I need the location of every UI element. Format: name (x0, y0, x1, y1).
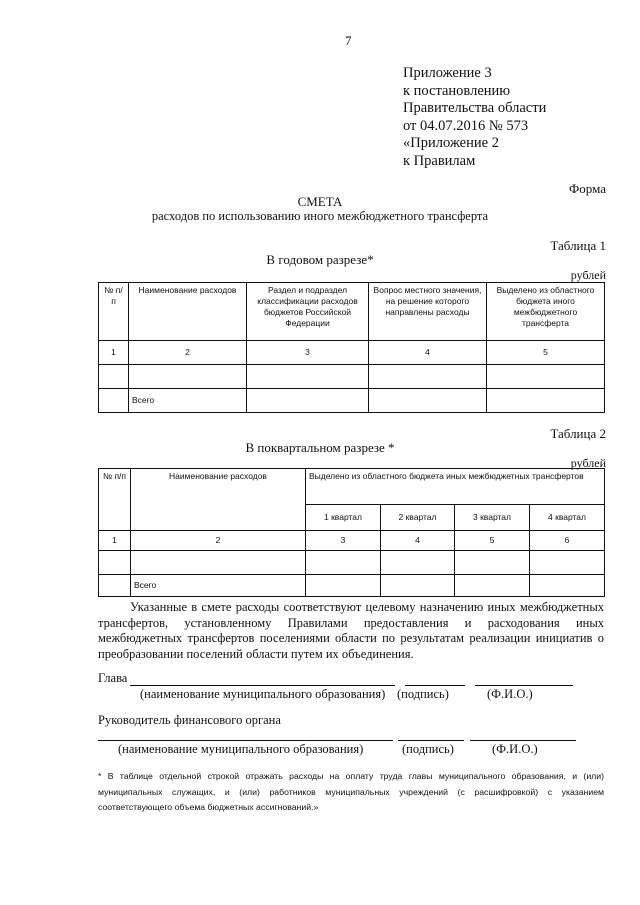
number-cell: 4 (369, 341, 487, 365)
head-hint-name: (наименование муниципального образования) (140, 687, 386, 701)
annex-line: от 04.07.2016 № 573 (403, 117, 529, 134)
finance-hint-sign: (подпись) (402, 742, 454, 756)
statement-paragraph (98, 600, 604, 662)
number-cell: 2 (131, 531, 306, 551)
empty-cell (99, 551, 131, 575)
head-name-line (130, 685, 395, 686)
annex-line: Правительства области (403, 100, 547, 116)
annex-line: к постановлению (403, 82, 511, 99)
footnote: * В таблице отдельной строкой отражать расходы на оплату труда главы муниципального образования, и (или) муниципальных служащих, и (или) работников муниципальных учреждений (с расшифровкой) с указанием соответствующего объема бюджетных ассигнований.» (98, 771, 604, 812)
finance-hint-fio: (Ф.И.О.) (492, 742, 538, 756)
annex-line: Приложение 3 (403, 65, 492, 81)
empty-cell (131, 551, 306, 575)
finance-name-line (98, 740, 393, 741)
head-sign-line (405, 685, 465, 686)
table2-caption: Таблица 2 (550, 426, 606, 441)
table1-caption: Таблица 1 (550, 238, 606, 253)
header-cell: Раздел и подраздел классификации расходов бюджетов Российской Федерации (247, 283, 369, 341)
quarter-cell: 4 квартал (530, 505, 605, 531)
total-label: Всего (131, 575, 306, 597)
quarter-cell: 2 квартал (381, 505, 455, 531)
table-number-row (99, 341, 605, 365)
head-label: Глава (98, 671, 128, 685)
empty-cell (455, 551, 530, 575)
table2-unit: рублей (570, 456, 606, 470)
empty-cell (247, 389, 369, 413)
header-cell: № п/п (99, 283, 129, 341)
number-cell: 3 (247, 341, 369, 365)
empty-cell (247, 365, 369, 389)
header-cell: Выделено из областного бюджета иных межбюджетных трансфертов (306, 469, 605, 505)
table1-subtitle: В годовом разрезе* (266, 252, 374, 267)
statement-text: Указанные в смете расходы соответствуют целевому назначению иных межбюджетных трансфертов, установленному Правилами предоставления и расходования иных межбюджетных трансфертов поселениями области по результатам реализации инициатив о преобразовании поселений области путем их объединения. (98, 600, 604, 661)
header-cell: Выделено из областного бюджета иного межбюджетного трансферта (487, 283, 605, 341)
finance-head-label: Руководитель финансового органа (98, 713, 281, 727)
empty-cell (306, 575, 381, 597)
table2 (98, 468, 605, 597)
table-row (99, 365, 605, 389)
document-subtitle: расходов по использованию иного межбюджетного трансферта (151, 209, 489, 223)
page-number: 7 (345, 33, 352, 48)
empty-cell (99, 365, 129, 389)
empty-cell (381, 575, 455, 597)
table-header-row (99, 283, 605, 341)
empty-cell (487, 365, 605, 389)
empty-cell (381, 551, 455, 575)
header-cell: № п/п (99, 469, 131, 531)
header-cell: Наименование расходов (129, 283, 247, 341)
finance-sign-line (398, 740, 464, 741)
number-cell: 3 (306, 531, 381, 551)
number-cell: 1 (99, 531, 131, 551)
table1-unit: рублей (570, 268, 606, 282)
head-fio-line (475, 685, 573, 686)
empty-cell (487, 389, 605, 413)
number-cell: 5 (487, 341, 605, 365)
total-label: Всего (129, 389, 247, 413)
annex-line: к Правилам (403, 152, 476, 169)
table-total-row (99, 575, 605, 597)
table1 (98, 282, 605, 413)
table-number-row (99, 531, 605, 551)
header-cell: Наименование расходов (131, 469, 306, 531)
empty-cell (530, 551, 605, 575)
empty-cell (306, 551, 381, 575)
number-cell: 5 (455, 531, 530, 551)
header-cell: Вопрос местного значения, на решение которого направлены расходы (369, 283, 487, 341)
empty-cell (129, 365, 247, 389)
head-hint-sign: (подпись) (397, 687, 449, 701)
number-cell: 2 (129, 341, 247, 365)
number-cell: 4 (381, 531, 455, 551)
table-row (99, 551, 605, 575)
empty-cell (455, 575, 530, 597)
document-title: СМЕТА (297, 194, 343, 209)
finance-fio-line (470, 740, 576, 741)
form-label: Форма (569, 181, 606, 196)
empty-cell (369, 365, 487, 389)
quarter-cell: 1 квартал (306, 505, 381, 531)
annex-block (403, 65, 546, 170)
table-header-row (99, 469, 605, 505)
empty-cell (369, 389, 487, 413)
table2-subtitle: В поквартальном разрезе * (245, 440, 395, 455)
finance-hint-name: (наименование муниципального образования) (118, 742, 364, 756)
head-hint-fio: (Ф.И.О.) (487, 687, 533, 701)
quarter-cell: 3 квартал (455, 505, 530, 531)
empty-cell (99, 389, 129, 413)
number-cell: 1 (99, 341, 129, 365)
annex-line: «Приложение 2 (403, 135, 499, 151)
table-total-row (99, 389, 605, 413)
empty-cell (99, 575, 131, 597)
number-cell: 6 (530, 531, 605, 551)
empty-cell (530, 575, 605, 597)
